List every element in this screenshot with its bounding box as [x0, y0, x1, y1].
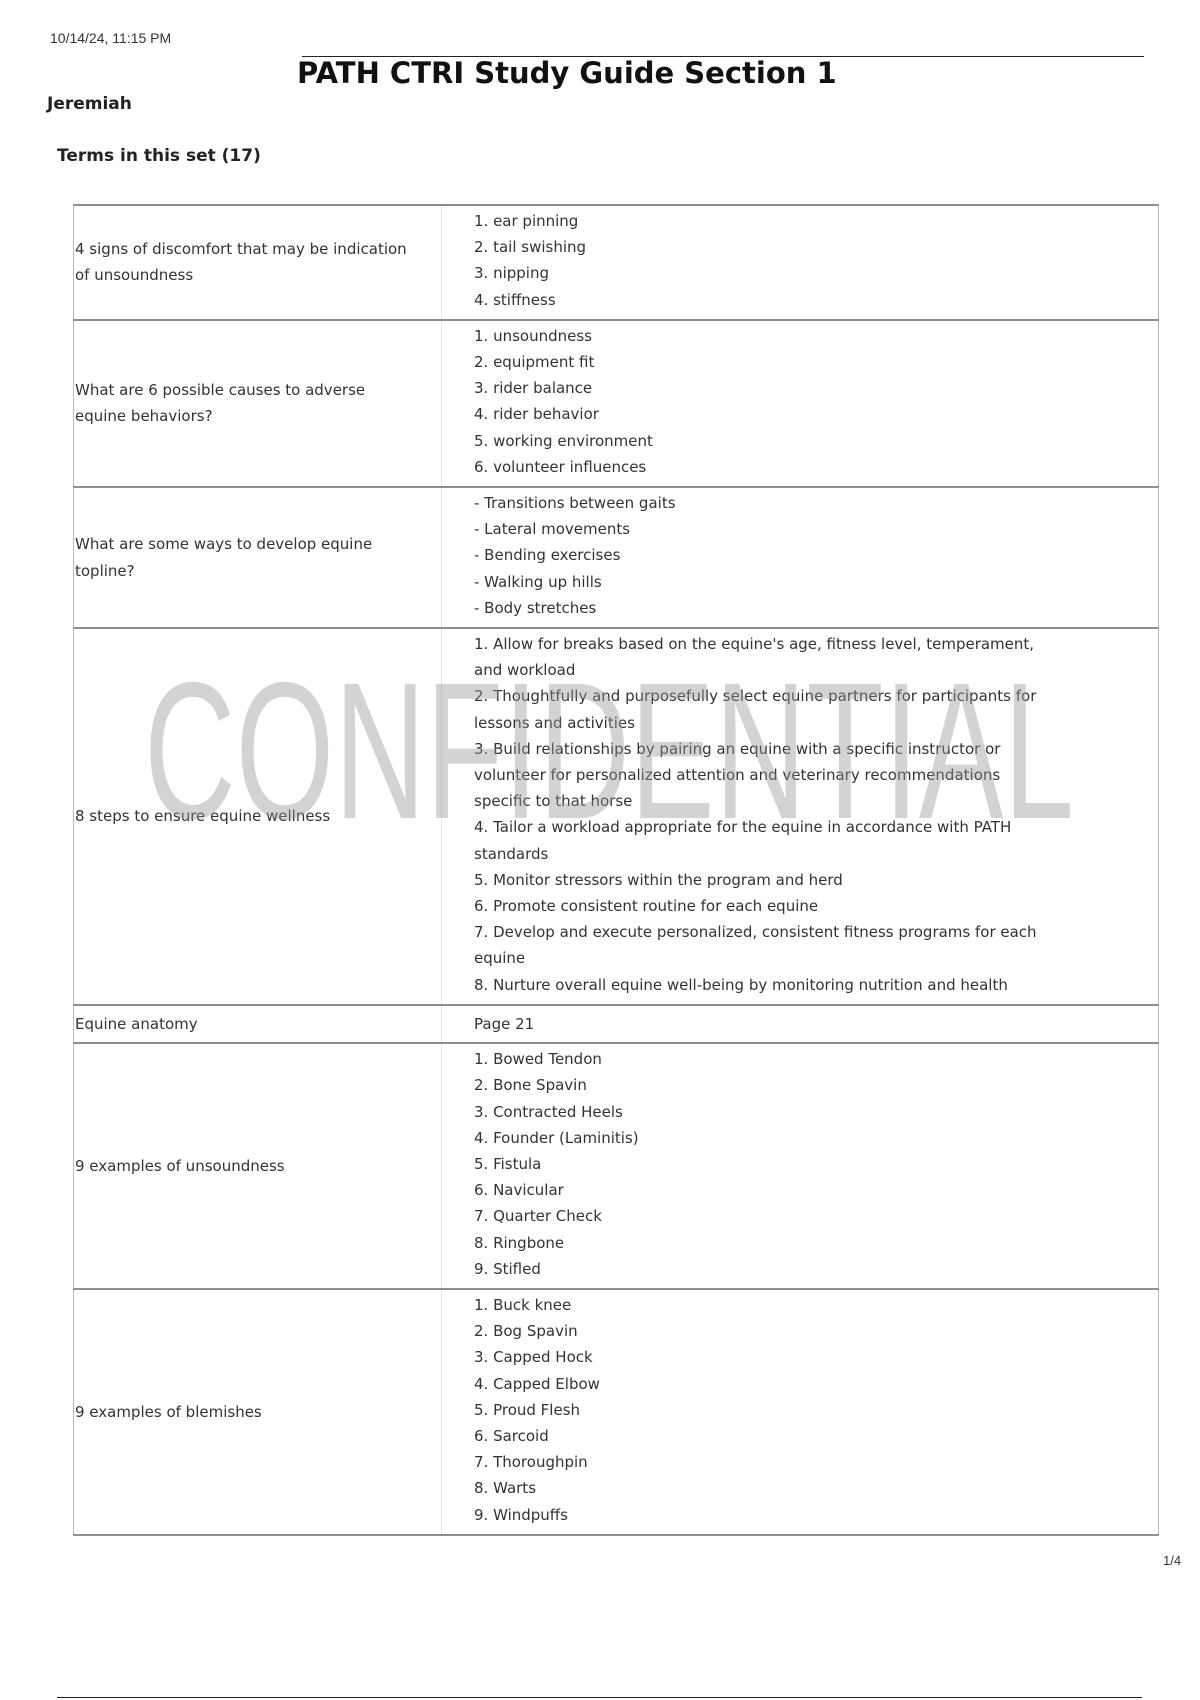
- definition-line: 3. Build relationships by pairing an equine with a specific instructor or volunteer for personalized attention and veterinary recommendations specific to that horse: [474, 739, 1001, 811]
- definition-line: 5. Monitor stressors within the program and herd: [474, 870, 843, 889]
- author-name: Jeremiah: [47, 94, 132, 114]
- definition-line: - Walking up hills: [474, 572, 602, 591]
- print-timestamp: 10/14/24, 11:15 PM: [50, 30, 172, 46]
- definition-line: 7. Quarter Check: [474, 1207, 602, 1226]
- watermark-text: CONFIDENTIAL: [144, 642, 1074, 855]
- definition-line: 2. equipment fit: [474, 353, 595, 372]
- page-title: PATH CTRI Study Guide Section 1: [297, 56, 837, 90]
- term-cell: 4 signs of discomfort that may be indication of unsoundness: [74, 205, 442, 320]
- term-row: [74, 1043, 1159, 1289]
- definition-line: 9. Windpuffs: [474, 1505, 568, 1524]
- definition-line: 3. Capped Hock: [474, 1348, 593, 1367]
- definition-cell: [442, 205, 1159, 320]
- definition-line: 1. Buck knee: [474, 1295, 572, 1314]
- terms-heading: Terms in this set (17): [57, 146, 261, 166]
- definition-line: 6. volunteer influences: [474, 457, 647, 476]
- term-cell: Equine anatomy: [74, 1005, 442, 1043]
- definition-cell: [442, 1043, 1159, 1289]
- definition-cell: [442, 487, 1159, 628]
- term-row: [74, 1005, 1159, 1043]
- definition-cell: [442, 1005, 1159, 1043]
- term-row: [74, 628, 1159, 1005]
- term-row: [74, 320, 1159, 487]
- definition-line: 6. Navicular: [474, 1181, 564, 1200]
- definition-cell: [442, 628, 1159, 1005]
- definition-line: 1. Allow for breaks based on the equine's age, fitness level, temperament, and workload: [474, 635, 1035, 680]
- term-row: [74, 1289, 1159, 1535]
- definition-line: 4. rider behavior: [474, 405, 599, 424]
- term-cell: 8 steps to ensure equine wellness: [74, 628, 442, 1005]
- term-cell: 9 examples of unsoundness: [74, 1043, 442, 1289]
- definition-line: 2. tail swishing: [474, 238, 587, 257]
- definition-line: 4. stiffness: [474, 290, 556, 309]
- definition-line: 3. nipping: [474, 264, 549, 283]
- definition-line: 5. Proud Flesh: [474, 1400, 581, 1419]
- definition-cell: [442, 1289, 1159, 1535]
- definition-line: 4. Capped Elbow: [474, 1374, 600, 1393]
- definition-line: Page 21: [474, 1014, 535, 1033]
- definition-line: 6. Promote consistent routine for each equine: [474, 897, 819, 916]
- term-cell: What are 6 possible causes to adverse equine behaviors?: [74, 320, 442, 487]
- definition-line: 2. Bone Spavin: [474, 1076, 587, 1095]
- definition-line: 3. Contracted Heels: [474, 1102, 623, 1121]
- definition-line: 4. Founder (Laminitis): [474, 1128, 639, 1147]
- term-row: [74, 487, 1159, 628]
- definition-line: 5. working environment: [474, 431, 653, 450]
- definition-line: 9. Stifled: [474, 1259, 541, 1278]
- definition-line: 8. Nurture overall equine well-being by monitoring nutrition and health: [474, 975, 1008, 994]
- footer-rule: [57, 1697, 1142, 1698]
- definition-line: 8. Warts: [474, 1479, 537, 1498]
- definition-line: - Lateral movements: [474, 520, 631, 539]
- term-cell: What are some ways to develop equine topline?: [74, 487, 442, 628]
- page-number: 1/4: [1163, 1553, 1182, 1568]
- definition-line: 2. Bog Spavin: [474, 1322, 578, 1341]
- definition-line: 7. Thoroughpin: [474, 1453, 588, 1472]
- definition-line: 1. ear pinning: [474, 212, 579, 230]
- definition-line: - Transitions between gaits: [474, 494, 676, 513]
- definition-line: 7. Develop and execute personalized, consistent fitness programs for each equine: [474, 923, 1037, 968]
- terms-table: [73, 204, 1159, 1536]
- definition-line: 1. Bowed Tendon: [474, 1050, 602, 1069]
- term-row: [74, 205, 1159, 320]
- definition-line: 2. Thoughtfully and purposefully select equine partners for participants for lessons and activities: [474, 687, 1037, 732]
- definition-cell: [442, 320, 1159, 487]
- definition-line: 5. Fistula: [474, 1154, 542, 1173]
- definition-line: 8. Ringbone: [474, 1233, 565, 1252]
- definition-line: - Body stretches: [474, 598, 597, 617]
- term-cell: 9 examples of blemishes: [74, 1289, 442, 1535]
- definition-line: 6. Sarcoid: [474, 1426, 549, 1445]
- definition-line: 1. unsoundness: [474, 326, 592, 345]
- definition-line: - Bending exercises: [474, 546, 621, 565]
- definition-line: 3. rider balance: [474, 379, 593, 398]
- terms-table-body: [74, 205, 1159, 1535]
- definition-line: 4. Tailor a workload appropriate for the equine in accordance with PATH standards: [474, 818, 1012, 863]
